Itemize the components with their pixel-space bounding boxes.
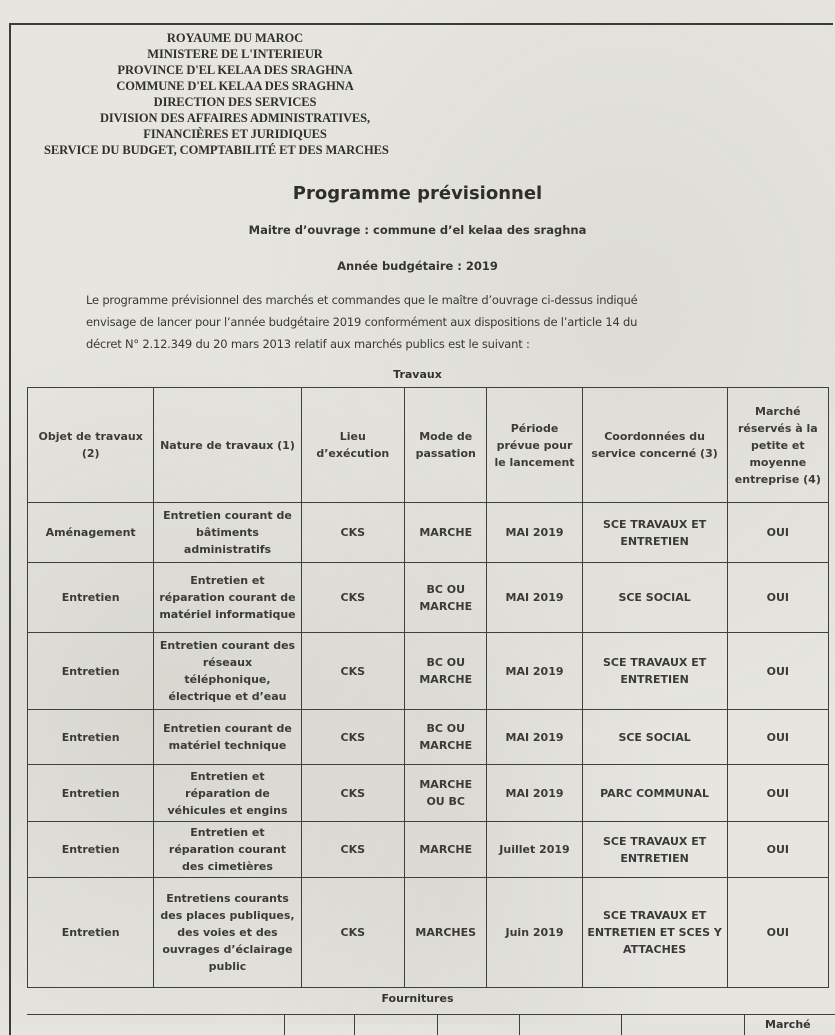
cell-periode: Juillet 2019	[487, 822, 582, 878]
cell-nature: Entretien et réparation de véhicules et engins	[154, 765, 301, 822]
table-row	[28, 822, 829, 878]
cell-mode: BC OU MARCHE	[404, 633, 487, 710]
column-divider	[744, 1015, 745, 1035]
table-row	[28, 503, 829, 563]
col-header-mode: Mode de passation	[404, 388, 487, 503]
cell-lieu: CKS	[301, 878, 404, 988]
column-divider	[621, 1015, 622, 1035]
col-header-pme: Marché réservés à la petite et moyenne entreprise (4)	[727, 388, 828, 503]
cell-objet: Entretien	[28, 765, 154, 822]
cell-pme: OUI	[727, 822, 828, 878]
table-header-row	[28, 388, 829, 503]
col-header-periode: Période prévue pour le lancement	[487, 388, 582, 503]
cell-periode: MAI 2019	[487, 765, 582, 822]
cell-service: SCE TRAVAUX ET ENTRETIEN ET SCES Y ATTACHES	[582, 878, 727, 988]
cell-lieu: CKS	[301, 503, 404, 563]
cell-service: SCE TRAVAUX ET ENTRETIEN	[582, 822, 727, 878]
col-header-nature: Nature de travaux (1)	[154, 388, 301, 503]
column-divider	[354, 1015, 355, 1035]
intro-line: Le programme prévisionnel des marchés et commandes que le maître d’ouvrage ci-dessus indiqué	[86, 293, 638, 307]
cell-lieu: CKS	[301, 765, 404, 822]
header-line: ROYAUME DU MAROC	[166, 31, 304, 45]
cell-nature: Entretien et réparation courant de matériel informatique	[154, 563, 301, 633]
table-row	[28, 563, 829, 633]
table-row	[28, 633, 829, 710]
cell-pme: OUI	[727, 878, 828, 988]
header-line: FINANCIÈRES ET JURIDIQUES	[143, 127, 327, 141]
cell-objet: Entretien	[28, 822, 154, 878]
intro-line: envisage de lancer pour l’année budgétaire 2019 conformément aux dispositions de l’article 14 du	[86, 315, 638, 329]
cell-periode: MAI 2019	[487, 563, 582, 633]
header-line: SERVICE DU BUDGET, COMPTABILITÉ ET DES MARCHES	[44, 143, 389, 157]
intro-line: décret N° 2.12.349 du 20 mars 2013 relatif aux marchés publics est le suivant :	[86, 337, 530, 351]
maitre-ouvrage: Maitre d’ouvrage : commune d’el kelaa des sraghna	[248, 223, 587, 237]
fournitures-table	[27, 1014, 835, 1035]
annee-budgetaire: Année budgétaire : 2019	[337, 259, 498, 273]
column-divider	[284, 1015, 285, 1035]
cell-service: SCE TRAVAUX ET ENTRETIEN	[582, 503, 727, 563]
column-divider	[519, 1015, 520, 1035]
header-line: COMMUNE D'EL KELAA DES SRAGHNA	[116, 79, 354, 93]
cell-nature: Entretiens courants des places publiques, des voies et des ouvrages d’éclairage public	[154, 878, 301, 988]
cell-pme: OUI	[727, 563, 828, 633]
col-header-objet: Objet de travaux (2)	[28, 388, 154, 503]
header-line: MINISTERE DE L'INTERIEUR	[147, 47, 323, 61]
cell-pme: OUI	[727, 710, 828, 765]
cell-mode: MARCHES	[404, 878, 487, 988]
travaux-table-body	[28, 503, 829, 988]
cell-service: SCE SOCIAL	[582, 710, 727, 765]
administrative-header	[0, 30, 470, 158]
cell-periode: MAI 2019	[487, 503, 582, 563]
col-header-lieu: Lieu d’exécution	[301, 388, 404, 503]
cell-periode: Juin 2019	[487, 878, 582, 988]
header-line: PROVINCE D'EL KELAA DES SRAGHNA	[117, 63, 353, 77]
cell-mode: BC OU MARCHE	[404, 710, 487, 765]
table-row	[28, 765, 829, 822]
cell-lieu: CKS	[301, 710, 404, 765]
header-line: DIRECTION DES SERVICES	[153, 95, 317, 109]
cell-lieu: CKS	[301, 633, 404, 710]
cell-objet: Aménagement	[28, 503, 154, 563]
document-title: Programme prévisionnel	[292, 183, 543, 204]
cell-objet: Entretien	[28, 633, 154, 710]
table-row	[28, 878, 829, 988]
cell-service: SCE TRAVAUX ET ENTRETIEN	[582, 633, 727, 710]
col-header-coordonnees: Coordonnées du service concerné (3)	[582, 388, 727, 503]
cell-service: SCE SOCIAL	[582, 563, 727, 633]
table-row	[28, 710, 829, 765]
cell-lieu: CKS	[301, 563, 404, 633]
col-header-pme-partial: Marché	[765, 1018, 811, 1031]
intro-paragraph	[86, 289, 816, 355]
cell-objet: Entretien	[28, 710, 154, 765]
cell-objet: Entretien	[28, 563, 154, 633]
cell-nature: Entretien courant des réseaux téléphonique, électrique et d’eau	[154, 633, 301, 710]
cell-pme: OUI	[727, 503, 828, 563]
cell-mode: BC OU MARCHE	[404, 563, 487, 633]
cell-periode: MAI 2019	[487, 633, 582, 710]
cell-pme: OUI	[727, 765, 828, 822]
cell-service: PARC COMMUNAL	[582, 765, 727, 822]
column-divider	[437, 1015, 438, 1035]
cell-mode: MARCHE	[404, 503, 487, 563]
cell-nature: Entretien et réparation courant des cimetières	[154, 822, 301, 878]
header-line: DIVISION DES AFFAIRES ADMINISTRATIVES,	[99, 111, 371, 125]
cell-objet: Entretien	[28, 878, 154, 988]
cell-lieu: CKS	[301, 822, 404, 878]
travaux-table	[27, 387, 829, 988]
cell-pme: OUI	[727, 633, 828, 710]
section-label-travaux: Travaux	[393, 368, 442, 381]
cell-nature: Entretien courant de matériel technique	[154, 710, 301, 765]
cell-mode: MARCHE	[404, 822, 487, 878]
cell-mode: MARCHE OU BC	[404, 765, 487, 822]
section-label-fournitures: Fournitures	[381, 992, 454, 1005]
cell-periode: MAI 2019	[487, 710, 582, 765]
cell-nature: Entretien courant de bâtiments administratifs	[154, 503, 301, 563]
